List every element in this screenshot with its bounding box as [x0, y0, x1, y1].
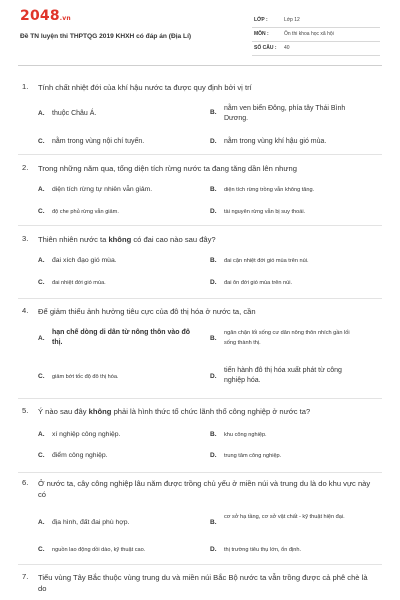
question-text-part: Tính chất nhiệt đới của khí hậu nước ta được quy định bởi vị trí	[38, 83, 252, 92]
question-text-part: Thiên nhiên nước ta	[38, 235, 109, 244]
option-letter: C.	[38, 138, 45, 145]
question-text	[38, 82, 378, 93]
meta-table	[252, 14, 380, 56]
site-logo[interactable]	[20, 8, 71, 24]
question-divider	[18, 564, 382, 565]
question-text	[38, 478, 378, 500]
option-text: đai cận nhiệt đới gió mùa trên núi.	[224, 258, 309, 264]
option-letter: B.	[210, 519, 217, 526]
question-text-emphasis: không	[108, 235, 132, 244]
option-text: xí nghiệp công nghiệp.	[52, 431, 121, 438]
question-text-emphasis: không	[88, 407, 112, 416]
option-text: trung tâm công nghiệp.	[224, 453, 282, 459]
option-letter: C.	[38, 452, 45, 459]
document-title: Đề TN luyện thi THPTQG 2019 KHXH có đáp án (Địa Lí)	[20, 33, 192, 40]
option-letter: D.	[210, 373, 217, 380]
meta-value: Ôn thi khoa học xã hội	[284, 31, 334, 37]
option-text: diện tích rừng tự nhiên vẫn giảm.	[52, 186, 153, 193]
question-number: 7.	[22, 572, 29, 581]
question-text-part: phải là hình thức tổ chức lãnh thổ công nghiệp ở nước ta?	[111, 407, 311, 416]
question-text	[38, 163, 378, 174]
header-divider	[18, 65, 382, 66]
question-number: 1.	[22, 82, 29, 91]
option-text: thuộc Châu Á.	[52, 110, 97, 117]
question-text-part: Ý nào sau đây	[38, 407, 89, 416]
option-text: diện tích rừng trồng vẫn không tăng.	[224, 187, 315, 193]
question-divider	[18, 472, 382, 473]
meta-row-class	[252, 14, 380, 28]
option-letter: A.	[38, 186, 45, 193]
option-text: thị trường tiêu thụ lớn, ổn định.	[224, 547, 302, 553]
option-letter: D.	[210, 452, 217, 459]
document-header	[0, 0, 400, 78]
option-text: giảm bớt tốc độ đô thị hóa.	[52, 374, 119, 380]
option-text: tiến hành đô thị hóa xuất phát từ công nghiệp hóa.	[224, 367, 342, 384]
question-number: 4.	[22, 306, 29, 315]
option-text: khu công nghiệp.	[224, 432, 267, 438]
question-divider	[18, 298, 382, 299]
question-divider	[18, 225, 382, 226]
question-text	[38, 572, 378, 594]
logo-main: 2048	[20, 8, 60, 24]
question-number: 6.	[22, 478, 29, 487]
question-text-part: có đai cao nào sau đây?	[131, 235, 216, 244]
question-text-part: Để giảm thiểu ảnh hưởng tiêu cực của đô thị hóa ở nước ta, cần	[38, 307, 256, 316]
option-text: nằm trong vùng nội chí tuyến.	[52, 138, 145, 145]
option-letter: C.	[38, 208, 45, 215]
option-letter: B.	[210, 186, 217, 193]
option-text: địa hình, đất đai phù hợp.	[52, 519, 130, 526]
option-text: cơ sở hạ tầng, cơ sở vật chất - kỹ thuật hiện đại.	[224, 514, 345, 520]
option-letter: A.	[38, 431, 45, 438]
option-text: hạn chế dòng di dân từ nông thôn vào đô thị.	[52, 329, 191, 346]
option-letter: D.	[210, 138, 217, 145]
option-text: điểm công nghiệp.	[52, 452, 108, 459]
option-text: tài nguyên rừng vẫn bị suy thoái.	[224, 209, 306, 215]
option-text: ngăn chặn lối sống cư dân nông thôn nhích gần lối sống thành thị.	[224, 330, 350, 346]
meta-value: 40	[284, 45, 290, 51]
option-letter: C.	[38, 279, 45, 286]
meta-label: MÔN :	[254, 31, 269, 37]
question-divider	[18, 154, 382, 155]
option-text: đai nhiệt đới gió mùa.	[52, 280, 106, 286]
question-number: 2.	[22, 163, 29, 172]
meta-label: LỚP :	[254, 17, 268, 23]
meta-row-subject	[252, 28, 380, 42]
option-text: nằm trong vùng khí hậu gió mùa.	[224, 138, 327, 145]
option-letter: A.	[38, 519, 45, 526]
question-text	[38, 306, 378, 317]
option-letter: A.	[38, 335, 45, 342]
meta-label: SỐ CÂU :	[254, 45, 277, 51]
option-letter: D.	[210, 279, 217, 286]
question-divider	[18, 398, 382, 399]
option-letter: C.	[38, 546, 45, 553]
meta-row-count	[252, 42, 380, 56]
option-letter: C.	[38, 373, 45, 380]
option-letter: D.	[210, 546, 217, 553]
logo-suffix: .vn	[59, 15, 71, 22]
option-text: đai ôn đới gió mùa trên núi.	[224, 280, 293, 286]
option-letter: B.	[210, 431, 217, 438]
question-number: 3.	[22, 234, 29, 243]
option-text: nằm ven biển Đông, phía tây Thái Bình Dương.	[224, 105, 346, 122]
option-letter: B.	[210, 257, 217, 264]
option-letter: D.	[210, 208, 217, 215]
question-text-part: Ở nước ta, cây công nghiệp lâu năm được trồng chủ yếu ở miền núi và trung du là do khu vực này có	[38, 479, 371, 499]
option-text: nguồn lao động dồi dào, kỹ thuật cao.	[52, 547, 146, 553]
option-letter: A.	[38, 110, 45, 117]
question-text	[38, 234, 378, 245]
meta-value: Lớp 12	[284, 17, 300, 23]
option-letter: B.	[210, 335, 217, 342]
question-text-part: Trong những năm qua, tổng diện tích rừng nước ta đang tăng dần lên nhưng	[38, 164, 297, 173]
option-letter: B.	[210, 109, 217, 116]
option-text: đai xích đạo gió mùa.	[52, 257, 117, 264]
question-text-part: Tiểu vùng Tây Bắc thuộc vùng trung du và miền núi Bắc Bộ nước ta vẫn trồng được cả phê chè là do	[38, 573, 368, 593]
question-number: 5.	[22, 406, 29, 415]
question-text	[38, 406, 378, 417]
option-text: độ che phủ rừng vẫn giảm.	[52, 209, 119, 215]
option-letter: A.	[38, 257, 45, 264]
